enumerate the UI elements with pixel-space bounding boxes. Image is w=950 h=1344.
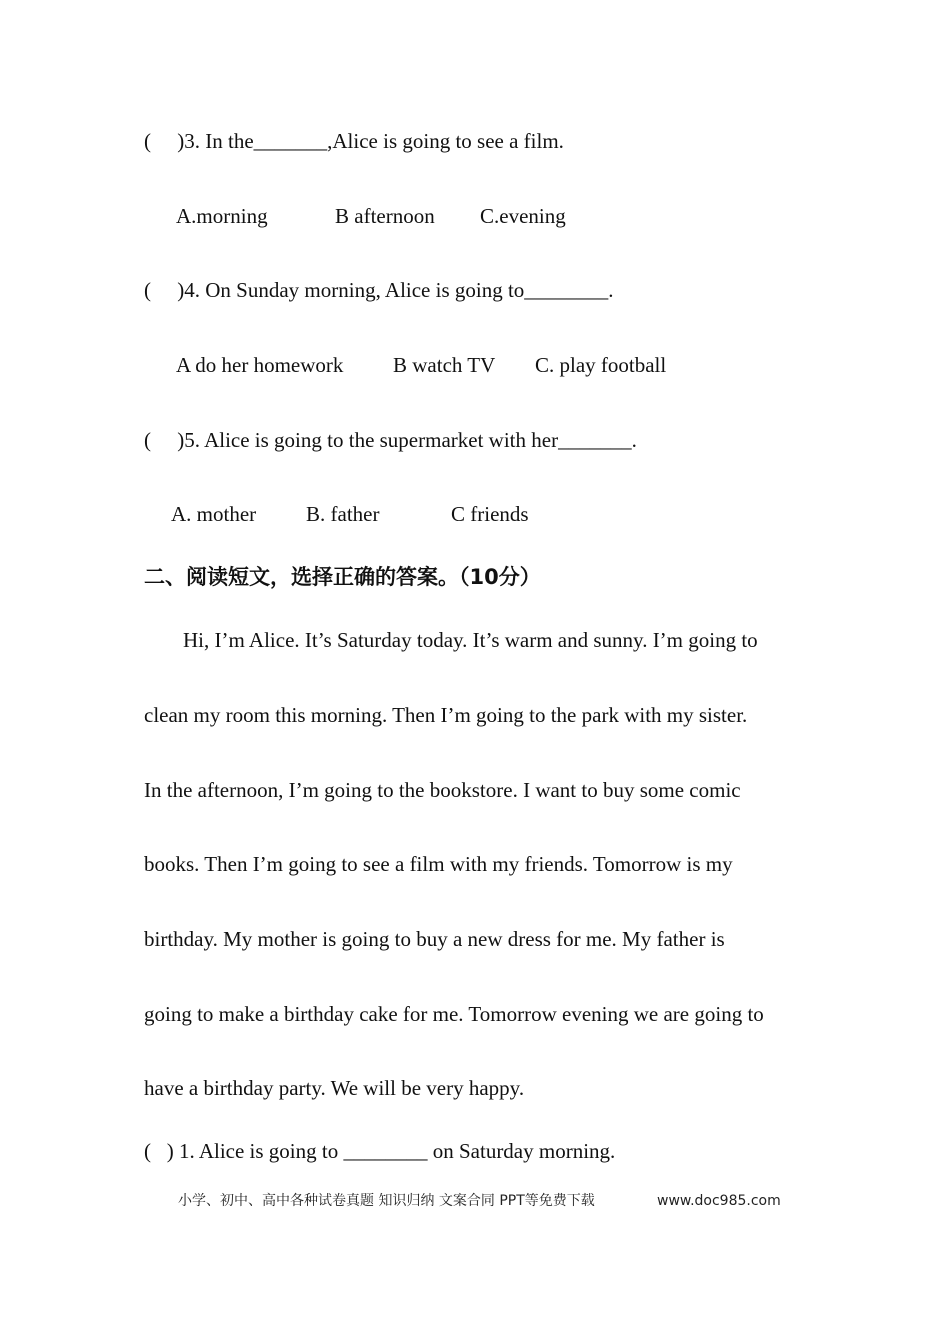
passage-line-3: In the afternoon, I’m going to the bookstore. I want to buy some comic	[144, 778, 741, 802]
question-4-stem: ( )4. On Sunday morning, Alice is going to________.	[144, 278, 614, 302]
question-5-option-a: A. mother	[171, 502, 257, 526]
question-3-option-b: B afternoon	[335, 204, 435, 228]
question-4-option-b: B watch TV	[393, 353, 496, 377]
question-3-option-a: A.morning	[176, 204, 268, 228]
question-5-option-c: C friends	[451, 502, 529, 526]
passage-line-2: clean my room this morning. Then I’m going to the park with my sister.	[144, 703, 748, 727]
question-3-option-c: C.evening	[480, 204, 566, 228]
passage-line-4: books. Then I’m going to see a film with my friends. Tomorrow is my	[144, 852, 733, 876]
passage-line-7: have a birthday party. We will be very happy.	[144, 1076, 525, 1100]
passage-line-6: going to make a birthday cake for me. Tomorrow evening we are going to	[144, 1002, 764, 1026]
question-3-stem: ( )3. In the_______,Alice is going to see a film.	[144, 129, 564, 153]
passage-line-5: birthday. My mother is going to buy a new dress for me. My father is	[144, 927, 725, 951]
question-4-option-c: C. play football	[535, 353, 667, 377]
section-2-question-1: ( ) 1. Alice is going to ________ on Saturday morning.	[144, 1139, 616, 1163]
question-5-option-b: B. father	[306, 502, 380, 526]
section-2-heading: 二、阅读短文，选择正确的答案。（10分）	[144, 565, 541, 589]
footer-url: www.doc985.com	[657, 1193, 781, 1209]
question-4-option-a: A do her homework	[176, 353, 344, 377]
question-5-stem: ( )5. Alice is going to the supermarket with her_______.	[144, 428, 637, 452]
passage-line-1: Hi, I’m Alice. It’s Saturday today. It’s warm and sunny. I’m going to	[183, 628, 758, 652]
footer-text: 小学、初中、高中各种试卷真题 知识归纳 文案合同 PPT等免费下载	[178, 1193, 595, 1209]
